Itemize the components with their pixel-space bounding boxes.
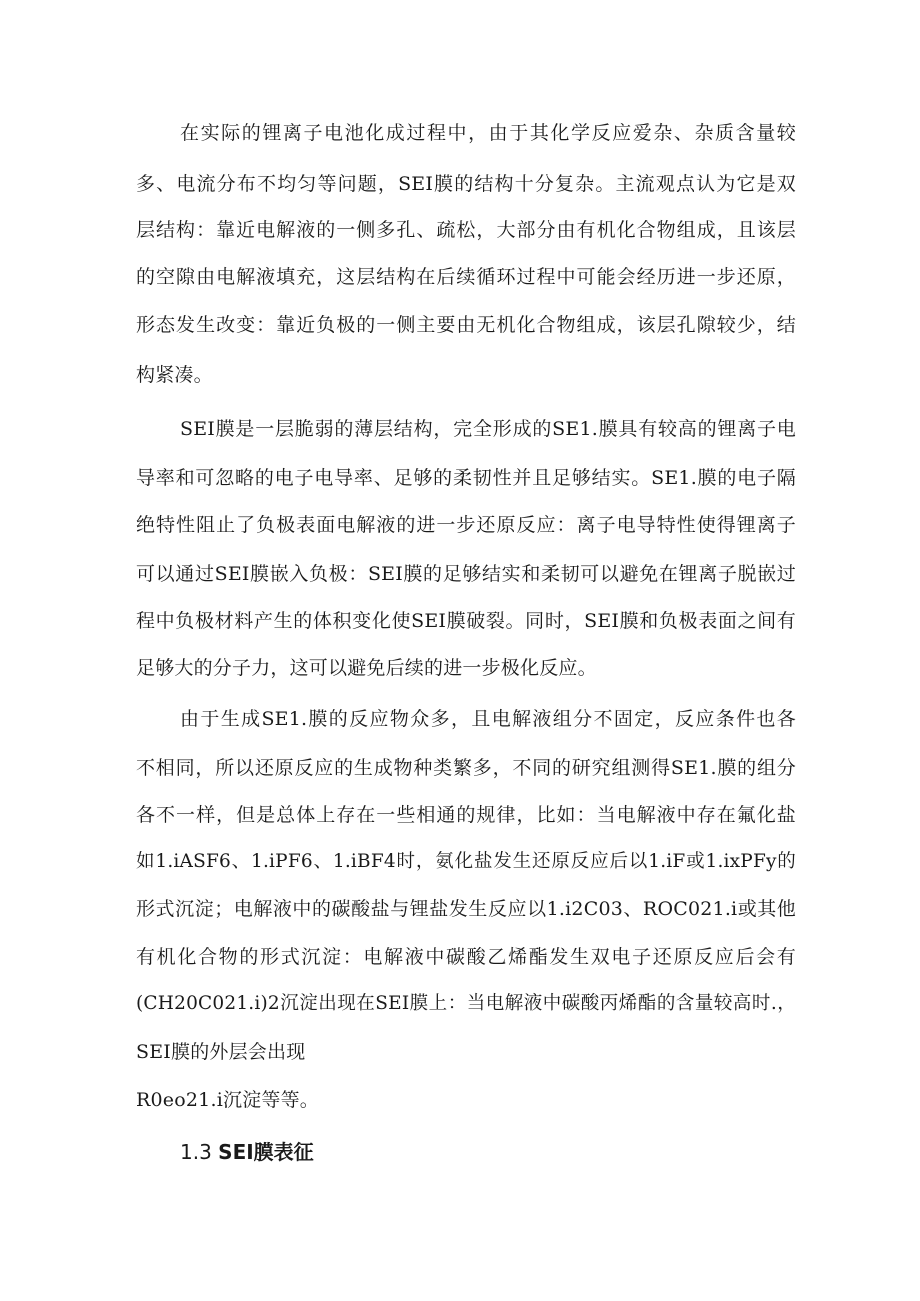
paragraph-3-line-4: 如1.iASF6、1.iPF6、1.iBF4时，氨化盐发生还原反应后以1.iF或1.ixPFy的 xyxy=(136,851,796,872)
paragraph-2-line-2: 导率和可忽略的电子电导率、足够的柔韧性并且足够结实。SE1.膜的电子隔 xyxy=(136,467,796,489)
paragraph-3-line-5: 形式沉淀；电解液中的碳酸盐与锂盐发生反应以1.i2C03、ROC021.i或其他 xyxy=(136,898,796,920)
paragraph-3-line-3: 各不一样，但是总体上存在一些相通的规律，比如：当电解液中存在氟化盐 xyxy=(136,804,796,826)
paragraph-2-line-4: 可以通过SEI膜嵌入负极：SEI膜的足够结实和柔韧可以避免在锂离子脱嵌过 xyxy=(136,563,796,585)
paragraph-1-line-1: 在实际的锂离子电池化成过程中，由于其化学反应爱杂、杂质含量较 xyxy=(180,122,796,144)
paragraph-2-line-3: 绝特性阻止了负极表面电解液的进一步还原反应：离子电导特性使得锂离子 xyxy=(136,514,796,536)
paragraph-1-line-3: 层结构：靠近电解液的一侧多孔、疏松，大部分由有机化合物组成，且该层 xyxy=(136,219,796,241)
paragraph-1-line-6: 构紧凑。 xyxy=(136,364,213,386)
section-title: SEI膜表征 xyxy=(218,1140,314,1164)
paragraph-3-line-6: 有机化合物的形式沉淀：电解液中碳酸乙烯酯发生双电子还原反应后会有 xyxy=(136,946,796,968)
paragraph-3-line-7: (CH20C021.i)2沉淀出现在SEI膜上：当电解液中碳酸丙烯酯的含量较高时.， xyxy=(136,993,796,1014)
paragraph-2-line-1: SEI膜是一层脆弱的薄层结构，完全形成的SE1.膜具有较高的锂离子电 xyxy=(180,418,796,440)
paragraph-3-line-8: SEI膜的外层会出现 xyxy=(136,1041,306,1063)
section-number: 1.3 xyxy=(180,1140,212,1164)
paragraph-2-line-6: 足够大的分子力，这可以避免后续的进一步极化反应。 xyxy=(136,657,597,679)
paragraph-1-line-2: 多、电流分布不均匀等问题，SEI膜的结构十分复杂。主流观点认为它是双 xyxy=(136,173,796,195)
paragraph-2-line-5: 程中负极材料产生的体积变化使SEI膜破裂。同时，SEI膜和负极表面之间有 xyxy=(136,610,796,632)
section-heading xyxy=(180,1138,314,1166)
paragraph-1-line-5: 形态发生改变：靠近负极的一侧主要由无机化合物组成，该层孔隙较少，结 xyxy=(136,314,796,336)
paragraph-3-line-9: R0eo21.i沉淀等等。 xyxy=(136,1089,319,1111)
paragraph-3-line-1: 由于生成SE1.膜的反应物众多，且电解液组分不固定，反应条件也各 xyxy=(180,708,796,730)
paragraph-3-line-2: 不相同，所以还原反应的生成物种类繁多，不同的研究组测得SE1.膜的组分 xyxy=(136,757,796,779)
paragraph-1-line-4: 的空隙由电解液填充，这层结构在后续循环过程中可能会经历进一步还原， xyxy=(136,266,796,288)
